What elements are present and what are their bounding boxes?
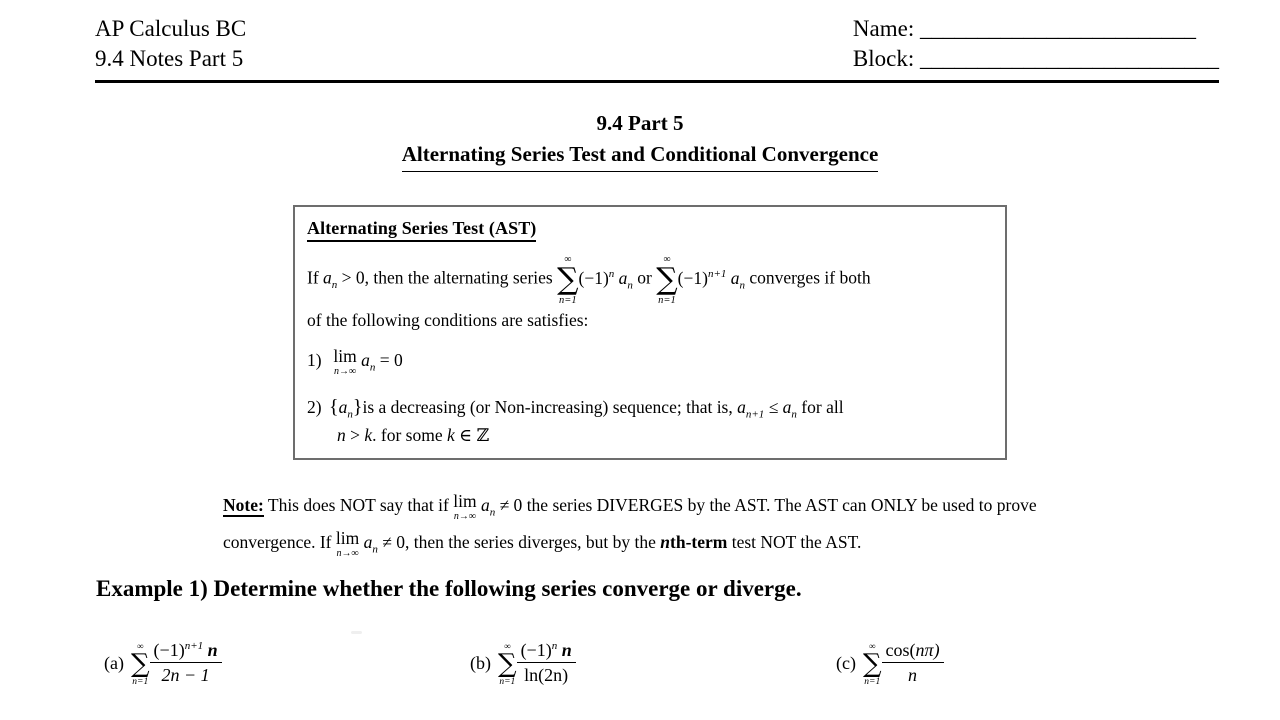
note-lim-2-subscript: n→∞	[336, 547, 359, 559]
summation-1	[557, 255, 578, 306]
note-segment-1: This does NOT say that if	[267, 495, 449, 515]
header-course-info	[95, 14, 246, 74]
problem-c-fraction	[882, 640, 944, 686]
alternating-series-test-box	[293, 205, 1007, 460]
problem-b-num-exponent: n	[551, 640, 558, 652]
summation-2-sigma: ∑	[656, 262, 678, 298]
problem-a-sum-upper: ∞	[137, 640, 144, 651]
ast-then-text: , then the alternating series	[364, 267, 553, 288]
problem-c-denominator: n	[908, 665, 918, 686]
problem-b-sum-upper: ∞	[504, 640, 511, 651]
ast-cond2-gt: >	[350, 425, 360, 446]
problem-c	[836, 640, 944, 686]
note-lim-2: lim	[335, 527, 360, 548]
summation-2-exponent: n+1	[707, 267, 727, 280]
example-1-heading: Example 1) Determine whether the following series converge or diverge.	[96, 576, 802, 601]
note-lim-1: lim	[453, 490, 477, 511]
problem-a-sum-lower: n=1	[132, 676, 149, 687]
block-label: Block:	[852, 46, 915, 71]
problem-a-label: (a)	[104, 652, 124, 673]
summation-2-a: a	[730, 267, 740, 288]
summation-2-upper: ∞	[663, 254, 671, 266]
ast-cond2-element-of: ∈	[459, 425, 473, 446]
ast-gt-zero: > 0	[341, 267, 365, 288]
ast-condition-1-label: 1)	[307, 350, 322, 371]
summation-1-lower: n=1	[559, 295, 577, 307]
ast-statement-line-1	[307, 254, 993, 305]
ast-condition-2-label: 2)	[307, 397, 322, 418]
summation-2-base: (−1)	[677, 267, 708, 288]
ast-cond2-leq: ≤	[768, 397, 779, 418]
ast-cond2-an-sub: n	[791, 408, 797, 421]
block-field-row	[853, 44, 1219, 74]
problem-a-denominator: 2n − 1	[161, 665, 210, 686]
page-header	[95, 14, 1219, 82]
problem-b-num-base: (−1)	[520, 640, 552, 660]
note-a-2: a	[363, 532, 373, 552]
summation-1-a: a	[618, 267, 628, 288]
problem-a-num-n: n	[207, 640, 218, 660]
problem-a-numerator	[150, 640, 222, 663]
summation-1-base: (−1)	[578, 267, 609, 288]
ast-converges-text: converges if both	[749, 267, 871, 288]
header-divider-rule	[95, 80, 1219, 83]
note-paragraph	[223, 487, 1063, 561]
title-line-1: 9.4 Part 5	[596, 111, 684, 135]
summation-1-a-sub: n	[627, 279, 633, 292]
ast-or-word: or	[637, 267, 652, 288]
problem-b-num-n: n	[561, 640, 572, 660]
ast-box-heading: Alternating Series Test (AST)	[307, 217, 536, 242]
problem-c-summation	[863, 642, 882, 687]
summation-1-sigma: ∑	[557, 262, 579, 298]
name-label: Name:	[852, 16, 915, 41]
problem-a-num-base: (−1)	[153, 640, 185, 660]
problem-b-summation	[498, 642, 517, 687]
ast-cond2-a: a	[338, 397, 348, 418]
summation-2-body	[677, 267, 746, 292]
note-label: Note:	[223, 495, 264, 515]
problem-c-label: (c)	[836, 652, 856, 673]
ast-cond2-a-sub: n	[347, 408, 353, 421]
problem-b-denominator: ln(2n)	[524, 665, 569, 686]
summation-1-upper: ∞	[564, 254, 572, 266]
ast-cond2-for-some: . for some	[372, 425, 443, 446]
ast-cond2-forall: for all	[801, 397, 844, 418]
problem-a-num-exponent: n+1	[184, 640, 204, 652]
nth-term-rest: th-term	[670, 532, 728, 552]
problem-b	[470, 640, 576, 686]
ast-condition-2	[307, 395, 993, 421]
summation-2-lower: n=1	[658, 295, 676, 307]
problem-b-numerator	[517, 640, 576, 663]
problem-c-sigma: ∑	[862, 648, 882, 679]
page-title	[0, 108, 1280, 172]
problem-c-num-arg: nπ)	[915, 640, 940, 660]
name-field-row	[853, 14, 1219, 44]
limit-operator-note-2	[336, 529, 359, 559]
nth-term-n: n	[660, 532, 671, 552]
name-blank-line[interactable]: ________________________	[919, 16, 1196, 41]
limit-operator-cond1	[333, 347, 356, 377]
problem-b-fraction	[517, 640, 576, 686]
problem-a-sigma: ∑	[130, 648, 150, 679]
title-line-2: Alternating Series Test and Conditional Convergence	[402, 139, 879, 172]
problem-a	[104, 640, 222, 686]
problem-c-sum-lower: n=1	[864, 676, 881, 687]
problem-a-summation	[131, 642, 150, 687]
note-lim-1-subscript: n→∞	[453, 510, 476, 522]
ast-condition-2-line-2	[307, 424, 993, 446]
ast-cond2-n: n	[337, 425, 346, 446]
problem-a-fraction	[150, 640, 222, 686]
note-neq-2: ≠ 0	[382, 532, 405, 552]
problem-b-label: (b)	[470, 652, 491, 673]
note-neq-1: ≠ 0	[499, 495, 523, 515]
header-student-fields	[853, 14, 1219, 74]
ast-cond2-an1-sub: n+1	[745, 408, 765, 421]
ast-cond2-text: is a decreasing (or Non-increasing) sequence; that is,	[362, 397, 733, 418]
ast-statement-line-2: of the following conditions are satisfies:	[307, 310, 589, 331]
ast-a-subscript: n	[331, 279, 338, 292]
limit-cond1-a-sub: n	[369, 361, 376, 374]
ast-cond2-an: a	[782, 397, 792, 418]
summation-2-a-sub: n	[739, 279, 746, 292]
ast-cond2-brace-close: }	[352, 396, 363, 419]
problem-b-sigma: ∑	[498, 648, 517, 679]
limit-cond1-equals-zero: = 0	[379, 350, 403, 371]
scan-artifact-mark	[351, 631, 362, 634]
nth-term-emphasis	[660, 532, 727, 552]
note-a-1-sub: n	[489, 506, 496, 519]
note-a-2-sub: n	[372, 543, 378, 556]
ast-condition-1	[307, 347, 993, 377]
note-segment-5: test NOT the AST.	[731, 532, 862, 552]
problem-c-sum-upper: ∞	[869, 640, 876, 651]
limit-cond1-subscript: n→∞	[333, 366, 357, 378]
note-segment-3: used to prove convergence. If	[223, 495, 1037, 552]
ast-cond2-integers: ℤ	[476, 425, 490, 446]
summation-1-exponent: n	[608, 267, 615, 280]
problem-c-num-base: cos(	[885, 640, 916, 660]
note-a-1: a	[480, 495, 490, 515]
ast-a-symbol: a	[323, 267, 332, 288]
ast-if-word: If	[307, 267, 319, 288]
limit-cond1-a: a	[361, 350, 370, 371]
block-blank-line-2[interactable]: ___________	[1092, 46, 1219, 71]
note-segment-2: the series DIVERGES by the AST. The AST can ONLY be	[526, 495, 938, 515]
block-blank-line[interactable]: _______________	[920, 46, 1093, 71]
ast-cond2-k2: k	[447, 425, 455, 446]
summation-1-body	[578, 267, 633, 292]
ast-cond2-brace-open: {	[329, 396, 339, 419]
ast-cond2-an1: a	[737, 397, 746, 418]
problem-b-sum-lower: n=1	[499, 676, 516, 687]
summation-2	[656, 255, 677, 306]
notes-title: 9.4 Notes Part 5	[95, 46, 244, 71]
limit-operator-note-1	[453, 492, 476, 522]
limit-cond1-lim: lim	[333, 346, 357, 367]
problem-c-numerator	[882, 640, 944, 663]
course-title: AP Calculus BC	[95, 16, 247, 41]
note-segment-4: , then the series diverges, but by the	[404, 532, 656, 552]
ast-cond2-k: k	[364, 425, 373, 446]
